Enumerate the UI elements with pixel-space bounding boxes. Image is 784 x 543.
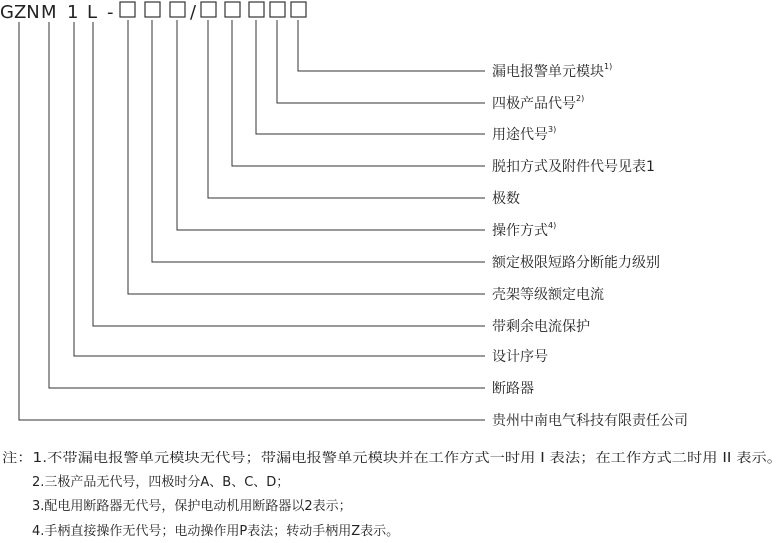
leader-line-3 bbox=[256, 20, 485, 134]
legend-label-5: 极数 bbox=[492, 191, 520, 207]
leader-line-7 bbox=[152, 20, 485, 262]
code-box-7 bbox=[270, 2, 285, 17]
legend-label-1: 漏电报警单元模块$^{1)}$ bbox=[492, 62, 613, 80]
code-box-2 bbox=[145, 2, 160, 17]
legend-label-11: 断路器 bbox=[492, 381, 534, 397]
note-2: 2.三极产品无代号，四极时分A、B、C、D； bbox=[32, 475, 290, 490]
legend-label-6: 操作方式$^{4)}$ bbox=[492, 221, 557, 239]
code-box-6 bbox=[249, 2, 264, 17]
legend-label-10: 设计序号 bbox=[492, 349, 548, 365]
legend-label-9: 带剩余电流保护 bbox=[492, 319, 590, 335]
legend-label-8: 壳架等级额定电流 bbox=[492, 287, 604, 303]
code-char-gzn: GZN bbox=[0, 2, 40, 23]
legend-label-7: 额定极限短路分断能力级别 bbox=[492, 255, 660, 271]
code-char-dash: - bbox=[107, 2, 114, 23]
code-box-4 bbox=[201, 2, 216, 17]
leader-line-4 bbox=[232, 20, 485, 166]
code-box-1 bbox=[120, 2, 135, 17]
code-box-3 bbox=[170, 2, 185, 17]
code-char-slash: / bbox=[190, 2, 197, 23]
leader-line-2 bbox=[277, 20, 485, 103]
leader-line-5 bbox=[208, 20, 485, 198]
code-char-m: M bbox=[41, 2, 57, 23]
code-box-8 bbox=[291, 2, 306, 17]
legend-label-12: 贵州中南电气科技有限责任公司 bbox=[492, 413, 688, 429]
leader-line-12 bbox=[19, 22, 485, 420]
code-char-1: 1 bbox=[67, 2, 79, 23]
note-3: 3.配电用断路器无代号，保护电动机用断路器以2表示； bbox=[32, 499, 352, 514]
legend-label-4: 脱扣方式及附件代号见表1 bbox=[492, 159, 655, 175]
legend-label-2: 四极产品代号$^{2)}$ bbox=[492, 94, 585, 112]
code-box-5 bbox=[225, 2, 240, 17]
legend-label-3: 用途代号$^{3)}$ bbox=[492, 125, 557, 143]
note-4: 4.手柄直接操作无代号；电动操作用P表法；转动手柄用Z表示。 bbox=[32, 524, 400, 539]
code-char-l: L bbox=[87, 2, 98, 23]
note-1: 注：1.不带漏电报警单元模块无代号；带漏电报警单元模块并在工作方式一时用 I 表法；在工作方式二时用 II 表示。 bbox=[2, 451, 667, 466]
leader-line-11 bbox=[49, 22, 485, 388]
leader-line-8 bbox=[128, 20, 485, 294]
leader-line-10 bbox=[74, 22, 485, 356]
leader-line-1 bbox=[298, 20, 485, 71]
